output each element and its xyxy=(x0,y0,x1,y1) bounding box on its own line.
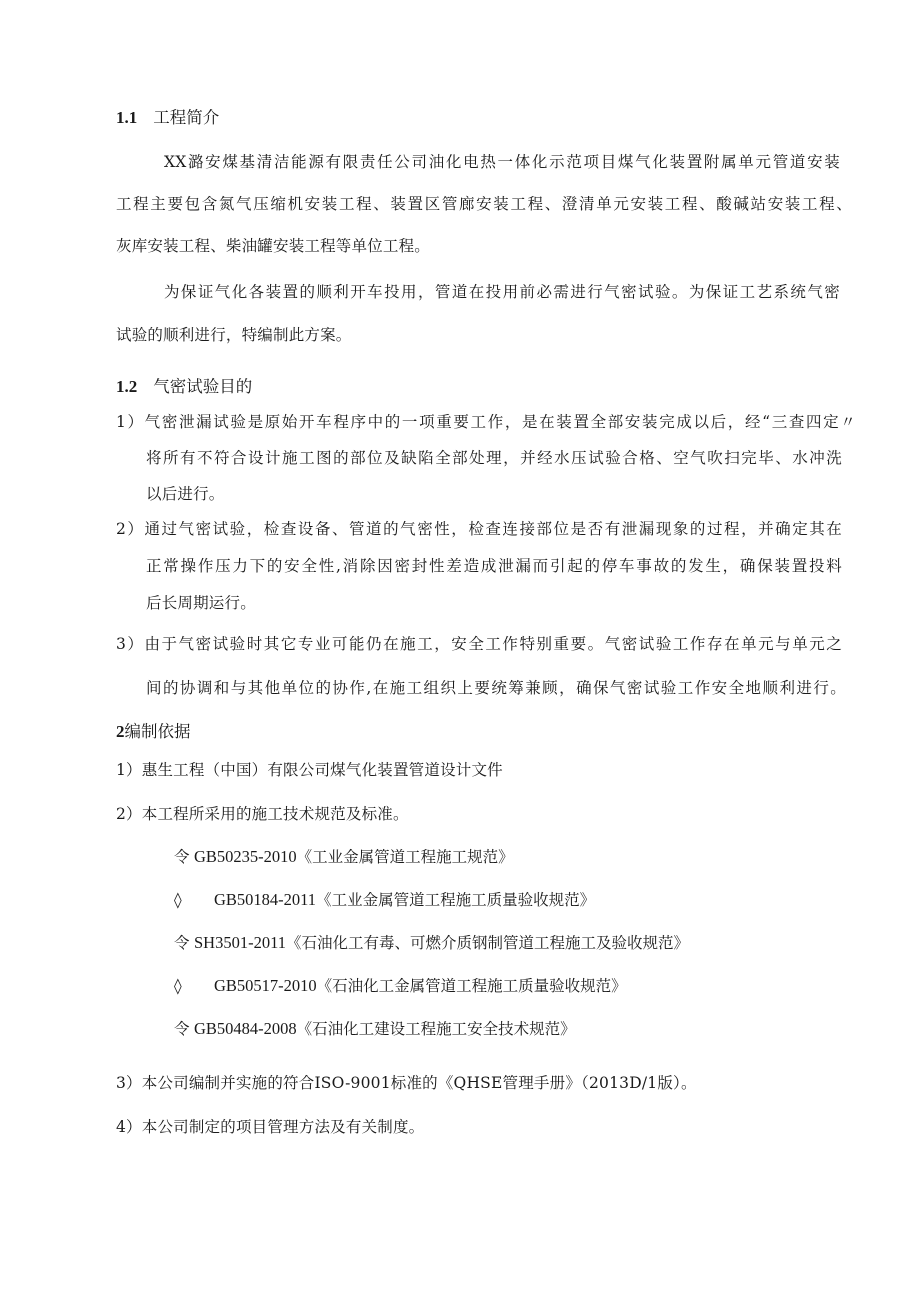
list-item-line: 后长周期运行。 xyxy=(146,594,256,612)
list-item-line: 间的协调和与其他单位的协作,在施工组织上要统筹兼顾，确保气密试验工作安全地顺利进行。 xyxy=(146,679,846,697)
list-item-line: 将所有不符合设计施工图的部位及缺陷全部处理，并经水压试验合格、空气吹扫完毕、水冲洗 xyxy=(146,449,842,467)
standard-name: 《石油化工金属管道工程施工质量验收规范》 xyxy=(316,977,627,995)
section-number: 1.2 xyxy=(116,377,138,396)
list-item-line: 2）通过气密试验，检查设备、管道的气密性，检查连接部位是否有泄漏现象的过程，并确定其在 xyxy=(116,520,842,538)
standard-item xyxy=(174,974,627,996)
list-item-line: 1）惠生工程（中国）有限公司煤气化装置管道设计文件 xyxy=(116,761,503,779)
paragraph-line: XX潞安煤基清洁能源有限责任公司油化电热一体化示范项目煤气化装置附属单元管道安装 xyxy=(164,153,840,171)
paragraph-line: 试验的顺利进行，特编制此方案。 xyxy=(116,326,352,344)
section-heading-2 xyxy=(116,718,191,742)
paragraph-line: 为保证气化各装置的顺利开车投用，管道在投用前必需进行气密试验。为保证工艺系统气密 xyxy=(164,283,840,301)
list-item-line: 1）气密泄漏试验是原始开车程序中的一项重要工作，是在装置全部安装完成以后，经“三查四定〃 xyxy=(116,413,856,431)
list-item-line: 3）由于气密试验时其它专业可能仍在施工，安全工作特别重要。气密试验工作存在单元与单元之 xyxy=(116,635,842,653)
standard-name: 《工业金属管道工程施工规范》 xyxy=(296,848,514,866)
standard-item xyxy=(174,888,595,910)
list-item-line: 正常操作压力下的安全性,消除因密封性差造成泄漏而引起的停车事故的发生，确保装置投料 xyxy=(146,557,842,575)
bullet-icon: 令 xyxy=(174,1020,190,1038)
section-title: 编制依据 xyxy=(124,722,191,741)
bullet-icon: 令 xyxy=(174,848,190,866)
bullet-icon: 令 xyxy=(174,934,190,952)
standard-item xyxy=(174,1017,576,1039)
standard-code: GB50517-2010 xyxy=(214,976,317,995)
section-title: 工程简介 xyxy=(153,108,220,127)
standard-name: 《工业金属管道工程施工质量验收规范》 xyxy=(316,891,596,909)
standard-name: 《石油化工有毒、可燃介质钢制管道工程施工及验收规范》 xyxy=(285,934,689,952)
paragraph-line: 工程主要包含氮气压缩机安装工程、装置区管廊安装工程、澄清单元安装工程、酸碱站安装工程、 xyxy=(116,195,852,213)
bullet-icon: ◊ xyxy=(174,977,182,995)
section-number: 1.1 xyxy=(116,108,138,127)
section-heading-1-2 xyxy=(116,373,252,397)
standard-code: GB50235-2010 xyxy=(194,847,297,866)
standard-code: GB50184-2011 xyxy=(214,890,317,909)
standard-item xyxy=(174,931,689,953)
list-item-line: 4）本公司制定的项目管理方法及有关制度。 xyxy=(116,1118,425,1136)
bullet-icon: ◊ xyxy=(174,891,182,909)
section-heading-1-1 xyxy=(116,104,219,128)
standard-code: GB50484-2008 xyxy=(194,1019,297,1038)
standard-name: 《石油化工建设工程施工安全技术规范》 xyxy=(296,1020,576,1038)
list-item-line: 以后进行。 xyxy=(146,485,225,503)
section-title: 气密试验目的 xyxy=(153,377,253,396)
list-item-line: 2）本工程所采用的施工技术规范及标准。 xyxy=(116,805,409,823)
paragraph-line: 灰库安装工程、柴油罐安装工程等单位工程。 xyxy=(116,237,431,255)
standard-item xyxy=(174,845,514,867)
list-item-line: 3）本公司编制并实施的符合ISO-9001标准的《QHSE管理手册》（2013D/1版）。 xyxy=(116,1074,697,1092)
standard-code: SH3501-2011 xyxy=(194,933,286,952)
section-number: 2 xyxy=(116,722,125,741)
